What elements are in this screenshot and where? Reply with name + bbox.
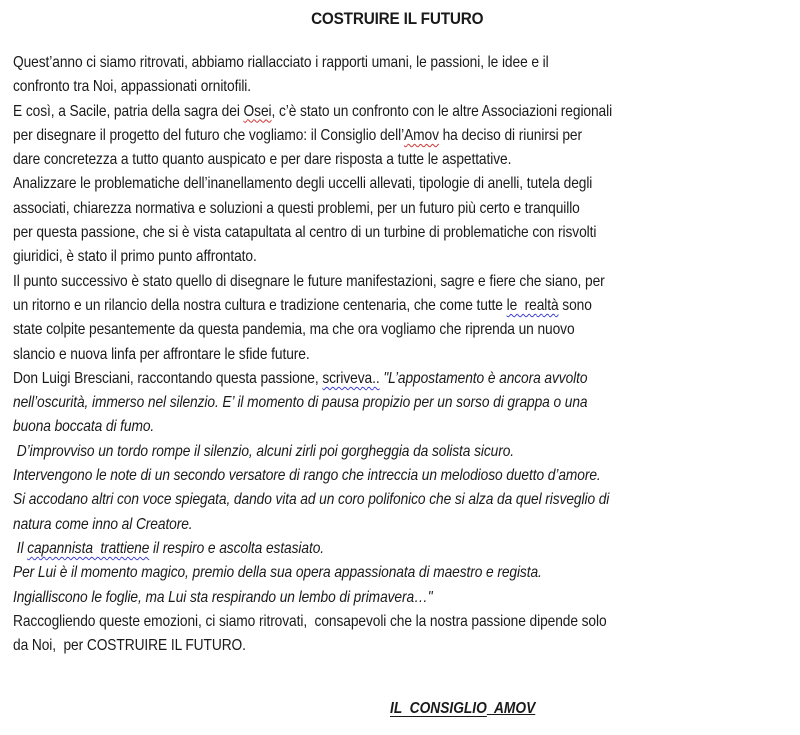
text-line (13, 343, 684, 367)
text-run: sono (558, 296, 592, 314)
signature-amov: AMOV (486, 700, 536, 717)
text-line (13, 561, 684, 585)
quote-text: nell’oscurità, immerso nel silenzio. E’ il momento di pausa propizio per un sorso di grappa o una (13, 394, 588, 412)
marked-word: capannista trattiene (27, 539, 150, 557)
text-line (13, 440, 684, 464)
quote-text: Ingialliscono le foglie, ma Lui sta respirando un lembo di primavera…" (13, 588, 433, 606)
text-line (13, 318, 684, 342)
text-run: Il punto successivo è stato quello di disegnare le future manifestazioni, sagre e fiere che siano, per (13, 272, 605, 290)
document-body (13, 51, 793, 658)
text-run: per disegnare il progetto del futuro che vogliamo: il Consiglio dell’ (13, 126, 405, 144)
document-title: COSTRUIRE IL FUTURO (311, 9, 484, 28)
text-line (13, 148, 684, 172)
text-line (13, 51, 684, 75)
text-line (13, 75, 684, 99)
text-line (13, 270, 684, 294)
text-line (13, 634, 684, 658)
text-run: confronto tra Noi, appassionati ornitofili. (13, 78, 252, 96)
text-run: un ritorno e un rilancio della nostra cultura e tradizione centenaria, che come tutte (13, 296, 507, 314)
text-run: Don Luigi Bresciani, raccontando questa passione, (13, 369, 323, 387)
text-run: Raccogliendo queste emozioni, ci siamo ritrovati, consapevoli che la nostra passione dipende solo (13, 612, 607, 630)
marked-word: Amov (404, 126, 439, 144)
quote-text: Intervengono le note di un secondo versatore di rango che intreccia un melodioso duetto d’amore. (13, 467, 601, 485)
text-line (13, 124, 684, 148)
quote-text: natura come inno al Creatore. (13, 515, 193, 533)
text-line (13, 100, 684, 124)
marked-word: scriveva.. (322, 369, 380, 387)
text-line (13, 537, 684, 561)
text-line (13, 391, 684, 415)
text-run: Quest’anno ci siamo ritrovati, abbiamo riallacciato i rapporti umani, le passioni, le idee e il (13, 54, 549, 71)
text-run: dare concretezza a tutto quanto auspicato e per dare risposta a tutte le aspettative. (13, 151, 512, 169)
quote-text: Il (13, 539, 28, 557)
quote-text: il respiro e ascolta estasiato. (149, 539, 324, 557)
signature (390, 700, 535, 718)
text-run: , c’è stato un confronto con le altre Associazioni regionali (271, 102, 613, 120)
text-line (13, 367, 684, 391)
text-line (13, 464, 684, 488)
text-run: ha deciso di riunirsi per (438, 126, 582, 144)
text-run: E così, a Sacile, patria della sagra dei (13, 102, 244, 120)
text-run: slancio e nuova linfa per affrontare le sfide future. (13, 345, 310, 363)
quote-text: buona boccata di fumo. (13, 418, 155, 436)
text-run: Analizzare le problematiche dell’inanellamento degli uccelli allevati, tipologie di anelli, tutela degli (13, 175, 593, 193)
text-line (13, 610, 684, 634)
text-run: state colpite pesantemente da questa pandemia, ma che ora vogliamo che riprenda un nuovo (13, 321, 575, 339)
text-run: giuridici, è stato il primo punto affrontato. (13, 248, 257, 266)
text-line (13, 488, 684, 512)
quote-text: Per Lui è il momento magico, premio della sua opera appassionata di maestro e regista. (13, 564, 542, 582)
signature-council: IL CONSIGLIO (390, 700, 487, 717)
text-run: per questa passione, che si è vista catapultata al centro di un turbine di problematiche con risvolti (13, 224, 597, 242)
text-line (13, 221, 684, 245)
text-run: da Noi, per COSTRUIRE IL FUTURO. (13, 637, 246, 655)
quote-text: Si accodano altri con voce spiegata, dando vita ad un coro polifonico che si alza da quel risveglio di (13, 491, 610, 509)
text-line (13, 197, 684, 221)
text-line (13, 294, 684, 318)
marked-word: le realtà (506, 296, 559, 314)
text-line (13, 415, 684, 439)
text-line (13, 245, 684, 269)
text-line (13, 513, 684, 537)
marked-word: Osei (243, 102, 272, 120)
text-line (13, 172, 684, 196)
text-run: associati, chiarezza normativa e soluzioni a questi problemi, per un futuro più certo e tranquillo (13, 199, 580, 217)
quote-text: "L’appostamento è ancora avvolto (383, 369, 588, 387)
quote-text: D’improvviso un tordo rompe il silenzio, alcuni zirli poi gorgheggia da solista sicuro. (13, 442, 515, 460)
text-line (13, 586, 684, 610)
